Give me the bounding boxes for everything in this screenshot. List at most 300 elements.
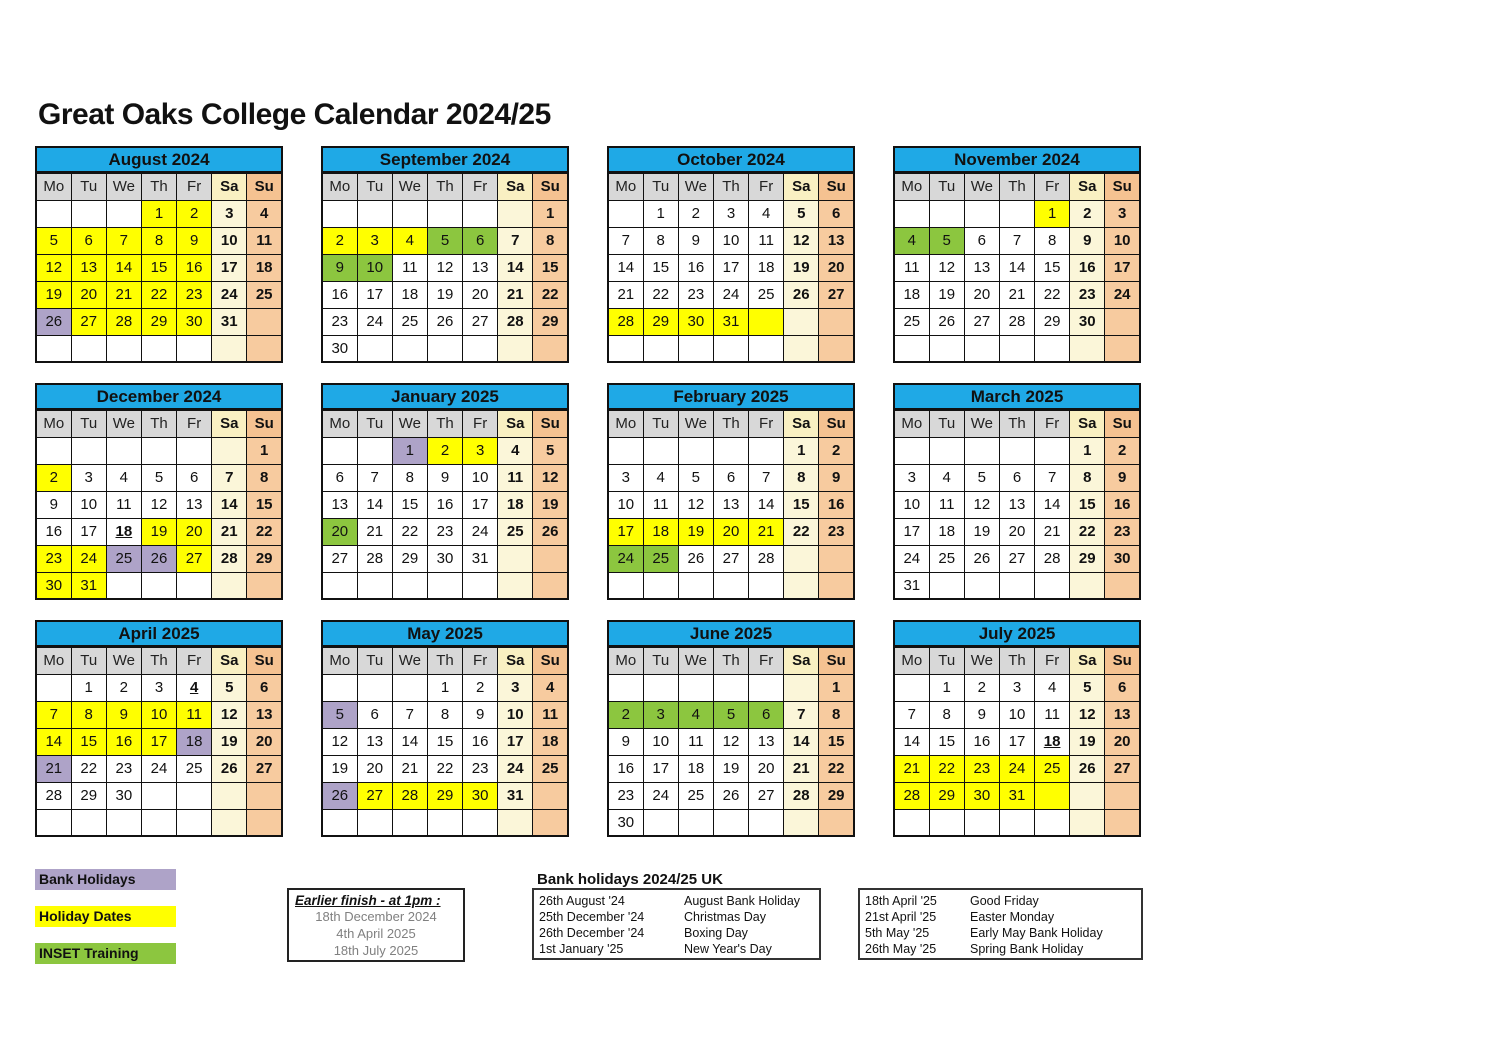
bank-holiday-row bbox=[865, 941, 1136, 957]
bank-holiday-date: 21st April '25 bbox=[865, 910, 937, 924]
day-cell: 12 bbox=[141, 491, 176, 518]
day-cell: 26 bbox=[929, 308, 964, 335]
day-cell: 30 bbox=[463, 782, 498, 809]
day-cell: 31 bbox=[894, 572, 929, 599]
month-november-2024 bbox=[893, 146, 1141, 363]
day-cell: 12 bbox=[322, 728, 357, 755]
day-cell: 15 bbox=[71, 728, 106, 755]
day-header-su: Su bbox=[533, 647, 568, 674]
empty-cell bbox=[71, 335, 106, 362]
day-cell: 23 bbox=[177, 281, 212, 308]
day-cell: 10 bbox=[1105, 227, 1140, 254]
day-cell: 10 bbox=[498, 701, 533, 728]
day-cell: 14 bbox=[749, 491, 784, 518]
day-cell: 4 bbox=[392, 227, 427, 254]
day-cell: 19 bbox=[533, 491, 568, 518]
empty-cell bbox=[247, 335, 282, 362]
empty-cell bbox=[999, 809, 1034, 836]
day-cell: 3 bbox=[999, 674, 1034, 701]
day-cell: 15 bbox=[643, 254, 678, 281]
empty-cell bbox=[1035, 572, 1070, 599]
empty-cell bbox=[929, 572, 964, 599]
day-cell: 8 bbox=[71, 701, 106, 728]
day-header-mo: Mo bbox=[36, 647, 71, 674]
day-cell: 31 bbox=[999, 782, 1034, 809]
day-cell: 8 bbox=[392, 464, 427, 491]
empty-cell bbox=[247, 809, 282, 836]
day-header-th: Th bbox=[713, 173, 748, 200]
empty-cell bbox=[533, 809, 568, 836]
day-cell: 22 bbox=[784, 518, 819, 545]
day-header-sa: Sa bbox=[784, 173, 819, 200]
day-cell: 7 bbox=[784, 701, 819, 728]
day-cell: 30 bbox=[1070, 308, 1105, 335]
empty-cell bbox=[463, 809, 498, 836]
day-cell: 26 bbox=[322, 782, 357, 809]
day-cell: 25 bbox=[498, 518, 533, 545]
day-cell: 31 bbox=[463, 545, 498, 572]
day-cell: 1 bbox=[929, 674, 964, 701]
day-header-tu: Tu bbox=[643, 647, 678, 674]
empty-cell bbox=[212, 809, 247, 836]
day-cell: 29 bbox=[643, 308, 678, 335]
empty-cell bbox=[999, 572, 1034, 599]
day-cell: 19 bbox=[36, 281, 71, 308]
day-header-th: Th bbox=[141, 173, 176, 200]
day-cell: 25 bbox=[894, 308, 929, 335]
day-cell: 13 bbox=[999, 491, 1034, 518]
day-cell: 5 bbox=[929, 227, 964, 254]
day-cell: 10 bbox=[608, 491, 643, 518]
empty-cell bbox=[1070, 782, 1105, 809]
day-header-th: Th bbox=[713, 410, 748, 437]
empty-cell bbox=[498, 545, 533, 572]
day-cell: 7 bbox=[498, 227, 533, 254]
day-cell: 11 bbox=[749, 227, 784, 254]
day-header-we: We bbox=[392, 173, 427, 200]
day-cell: 26 bbox=[141, 545, 176, 572]
day-cell: 13 bbox=[713, 491, 748, 518]
day-header-we: We bbox=[106, 410, 141, 437]
day-header-sa: Sa bbox=[784, 410, 819, 437]
empty-cell bbox=[1105, 782, 1140, 809]
day-cell: 30 bbox=[678, 308, 713, 335]
empty-cell bbox=[212, 572, 247, 599]
day-cell: 5 bbox=[533, 437, 568, 464]
empty-cell bbox=[36, 200, 71, 227]
day-cell: 16 bbox=[322, 281, 357, 308]
day-cell: 23 bbox=[106, 755, 141, 782]
day-cell: 5 bbox=[678, 464, 713, 491]
day-header-mo: Mo bbox=[608, 173, 643, 200]
day-header-fr: Fr bbox=[177, 173, 212, 200]
day-cell: 27 bbox=[463, 308, 498, 335]
day-cell: 8 bbox=[929, 701, 964, 728]
empty-cell bbox=[322, 809, 357, 836]
day-cell: 8 bbox=[784, 464, 819, 491]
day-cell: 19 bbox=[964, 518, 999, 545]
day-cell: 13 bbox=[964, 254, 999, 281]
day-cell: 2 bbox=[678, 200, 713, 227]
day-cell: 14 bbox=[392, 728, 427, 755]
month-title: August 2024 bbox=[35, 146, 283, 172]
empty-cell bbox=[427, 200, 462, 227]
day-cell: 7 bbox=[212, 464, 247, 491]
day-cell: 24 bbox=[1105, 281, 1140, 308]
day-cell: 7 bbox=[1035, 464, 1070, 491]
day-header-sa: Sa bbox=[498, 647, 533, 674]
empty-cell bbox=[819, 545, 854, 572]
day-cell: 9 bbox=[608, 728, 643, 755]
empty-cell bbox=[999, 200, 1034, 227]
empty-cell bbox=[247, 308, 282, 335]
day-cell: 26 bbox=[784, 281, 819, 308]
empty-cell bbox=[177, 809, 212, 836]
day-cell: 7 bbox=[999, 227, 1034, 254]
day-cell: 30 bbox=[36, 572, 71, 599]
empty-cell bbox=[106, 809, 141, 836]
day-cell: 2 bbox=[177, 200, 212, 227]
day-cell: 10 bbox=[999, 701, 1034, 728]
empty-cell bbox=[427, 335, 462, 362]
day-cell: 22 bbox=[533, 281, 568, 308]
day-cell: 29 bbox=[427, 782, 462, 809]
day-header-su: Su bbox=[819, 173, 854, 200]
day-cell: 18 bbox=[749, 254, 784, 281]
day-header-tu: Tu bbox=[929, 410, 964, 437]
day-cell: 16 bbox=[427, 491, 462, 518]
month-june-2025 bbox=[607, 620, 855, 837]
empty-cell bbox=[322, 674, 357, 701]
day-cell: 24 bbox=[713, 281, 748, 308]
month-may-2025 bbox=[321, 620, 569, 837]
day-cell: 16 bbox=[36, 518, 71, 545]
day-cell: 28 bbox=[357, 545, 392, 572]
day-cell: 22 bbox=[1070, 518, 1105, 545]
empty-cell bbox=[819, 308, 854, 335]
day-header-fr: Fr bbox=[463, 173, 498, 200]
empty-cell bbox=[999, 335, 1034, 362]
day-header-sa: Sa bbox=[498, 410, 533, 437]
day-cell: 19 bbox=[212, 728, 247, 755]
day-header-sa: Sa bbox=[212, 647, 247, 674]
day-cell: 24 bbox=[999, 755, 1034, 782]
empty-cell bbox=[106, 335, 141, 362]
day-cell: 21 bbox=[784, 755, 819, 782]
day-cell: 27 bbox=[177, 545, 212, 572]
day-cell: 6 bbox=[819, 200, 854, 227]
empty-cell bbox=[643, 335, 678, 362]
day-cell: 20 bbox=[463, 281, 498, 308]
day-cell: 29 bbox=[71, 782, 106, 809]
day-cell: 4 bbox=[247, 200, 282, 227]
empty-cell bbox=[141, 809, 176, 836]
day-cell: 4 bbox=[929, 464, 964, 491]
empty-cell bbox=[929, 200, 964, 227]
bank-holiday-date: 18th April '25 bbox=[865, 894, 937, 908]
day-cell: 21 bbox=[894, 755, 929, 782]
day-cell: 20 bbox=[999, 518, 1034, 545]
month-september-2024 bbox=[321, 146, 569, 363]
month-title: March 2025 bbox=[893, 383, 1141, 409]
calendar-grid bbox=[35, 146, 1141, 837]
day-header-mo: Mo bbox=[36, 410, 71, 437]
day-cell: 26 bbox=[1070, 755, 1105, 782]
day-cell: 1 bbox=[71, 674, 106, 701]
day-cell: 25 bbox=[678, 782, 713, 809]
day-cell: 30 bbox=[322, 335, 357, 362]
legend-item-inset-training: INSET Training bbox=[35, 943, 176, 964]
day-cell: 19 bbox=[1070, 728, 1105, 755]
day-cell: 20 bbox=[749, 755, 784, 782]
day-header-mo: Mo bbox=[608, 647, 643, 674]
day-cell: 1 bbox=[819, 674, 854, 701]
earlier-finish-title: Earlier finish - at 1pm : bbox=[295, 893, 441, 908]
month-title: May 2025 bbox=[321, 620, 569, 646]
day-cell: 13 bbox=[1105, 701, 1140, 728]
day-cell: 8 bbox=[819, 701, 854, 728]
day-cell: 28 bbox=[36, 782, 71, 809]
day-cell: 27 bbox=[322, 545, 357, 572]
empty-cell bbox=[177, 335, 212, 362]
bank-holiday-name: Good Friday bbox=[970, 894, 1039, 908]
empty-cell bbox=[894, 437, 929, 464]
day-cell: 31 bbox=[212, 308, 247, 335]
day-header-tu: Tu bbox=[357, 410, 392, 437]
day-header-we: We bbox=[106, 647, 141, 674]
day-cell: 6 bbox=[749, 701, 784, 728]
bank-holiday-date: 5th May '25 bbox=[865, 926, 930, 940]
day-cell: 26 bbox=[533, 518, 568, 545]
day-cell: 18 bbox=[643, 518, 678, 545]
day-cell: 14 bbox=[1035, 491, 1070, 518]
day-header-su: Su bbox=[247, 410, 282, 437]
day-header-mo: Mo bbox=[608, 410, 643, 437]
day-header-fr: Fr bbox=[749, 173, 784, 200]
earlier-finish-date: 4th April 2025 bbox=[336, 926, 416, 941]
day-cell: 9 bbox=[819, 464, 854, 491]
day-cell: 31 bbox=[498, 782, 533, 809]
day-cell: 26 bbox=[36, 308, 71, 335]
day-cell: 20 bbox=[322, 518, 357, 545]
day-cell: 3 bbox=[498, 674, 533, 701]
empty-cell bbox=[749, 308, 784, 335]
day-cell: 13 bbox=[749, 728, 784, 755]
day-cell: 21 bbox=[1035, 518, 1070, 545]
day-cell: 19 bbox=[784, 254, 819, 281]
day-cell: 13 bbox=[819, 227, 854, 254]
empty-cell bbox=[392, 200, 427, 227]
month-april-2025 bbox=[35, 620, 283, 837]
month-title: December 2024 bbox=[35, 383, 283, 409]
day-cell: 9 bbox=[678, 227, 713, 254]
legend bbox=[35, 869, 215, 980]
day-cell: 24 bbox=[71, 545, 106, 572]
day-header-fr: Fr bbox=[463, 647, 498, 674]
day-cell: 7 bbox=[36, 701, 71, 728]
day-header-we: We bbox=[392, 647, 427, 674]
empty-cell bbox=[929, 809, 964, 836]
day-cell: 12 bbox=[678, 491, 713, 518]
day-cell: 24 bbox=[357, 308, 392, 335]
empty-cell bbox=[141, 782, 176, 809]
day-header-sa: Sa bbox=[212, 173, 247, 200]
empty-cell bbox=[1070, 335, 1105, 362]
empty-cell bbox=[498, 809, 533, 836]
day-cell: 3 bbox=[1105, 200, 1140, 227]
day-header-we: We bbox=[678, 647, 713, 674]
bank-holiday-date: 26th December '24 bbox=[539, 926, 645, 940]
empty-cell bbox=[392, 572, 427, 599]
day-cell: 5 bbox=[212, 674, 247, 701]
day-cell: 16 bbox=[1105, 491, 1140, 518]
month-march-2025 bbox=[893, 383, 1141, 600]
day-cell: 12 bbox=[713, 728, 748, 755]
day-header-th: Th bbox=[141, 410, 176, 437]
day-cell: 17 bbox=[608, 518, 643, 545]
day-cell: 12 bbox=[533, 464, 568, 491]
day-cell: 4 bbox=[1035, 674, 1070, 701]
empty-cell bbox=[608, 200, 643, 227]
empty-cell bbox=[608, 572, 643, 599]
bank-holiday-date: 25th December '24 bbox=[539, 910, 645, 924]
empty-cell bbox=[894, 674, 929, 701]
day-cell: 22 bbox=[1035, 281, 1070, 308]
day-header-we: We bbox=[964, 410, 999, 437]
day-cell: 3 bbox=[71, 464, 106, 491]
empty-cell bbox=[533, 782, 568, 809]
empty-cell bbox=[678, 437, 713, 464]
empty-cell bbox=[357, 572, 392, 599]
day-header-fr: Fr bbox=[463, 410, 498, 437]
day-cell: 1 bbox=[643, 200, 678, 227]
empty-cell bbox=[784, 335, 819, 362]
day-header-tu: Tu bbox=[643, 410, 678, 437]
day-cell: 23 bbox=[322, 308, 357, 335]
empty-cell bbox=[713, 809, 748, 836]
day-cell: 30 bbox=[608, 809, 643, 836]
day-header-fr: Fr bbox=[1035, 647, 1070, 674]
day-cell: 15 bbox=[141, 254, 176, 281]
empty-cell bbox=[427, 809, 462, 836]
day-cell: 12 bbox=[36, 254, 71, 281]
day-cell: 10 bbox=[894, 491, 929, 518]
day-header-su: Su bbox=[1105, 173, 1140, 200]
month-title: November 2024 bbox=[893, 146, 1141, 172]
day-cell: 1 bbox=[1035, 200, 1070, 227]
empty-cell bbox=[36, 809, 71, 836]
day-cell: 11 bbox=[643, 491, 678, 518]
day-header-su: Su bbox=[819, 647, 854, 674]
empty-cell bbox=[929, 335, 964, 362]
bank-holiday-date: 1st January '25 bbox=[539, 942, 624, 956]
day-cell: 5 bbox=[141, 464, 176, 491]
empty-cell bbox=[463, 572, 498, 599]
day-cell: 17 bbox=[498, 728, 533, 755]
day-cell: 5 bbox=[964, 464, 999, 491]
day-header-sa: Sa bbox=[1070, 173, 1105, 200]
day-cell: 5 bbox=[713, 701, 748, 728]
empty-cell bbox=[392, 335, 427, 362]
day-cell: 9 bbox=[964, 701, 999, 728]
day-header-su: Su bbox=[1105, 647, 1140, 674]
empty-cell bbox=[1105, 809, 1140, 836]
day-cell: 5 bbox=[784, 200, 819, 227]
day-cell: 18 bbox=[498, 491, 533, 518]
month-january-2025 bbox=[321, 383, 569, 600]
day-cell: 5 bbox=[322, 701, 357, 728]
day-cell: 30 bbox=[106, 782, 141, 809]
day-cell: 20 bbox=[247, 728, 282, 755]
legend-item-holiday-dates: Holiday Dates bbox=[35, 906, 176, 927]
empty-cell bbox=[894, 335, 929, 362]
empty-cell bbox=[964, 437, 999, 464]
day-header-su: Su bbox=[247, 173, 282, 200]
day-cell: 3 bbox=[713, 200, 748, 227]
day-cell: 25 bbox=[106, 545, 141, 572]
empty-cell bbox=[71, 437, 106, 464]
day-cell: 17 bbox=[713, 254, 748, 281]
day-cell: 12 bbox=[212, 701, 247, 728]
day-header-tu: Tu bbox=[71, 410, 106, 437]
day-cell: 1 bbox=[392, 437, 427, 464]
day-cell: 27 bbox=[1105, 755, 1140, 782]
day-cell: 28 bbox=[749, 545, 784, 572]
empty-cell bbox=[1105, 335, 1140, 362]
day-header-we: We bbox=[106, 173, 141, 200]
day-cell: 9 bbox=[1105, 464, 1140, 491]
day-header-tu: Tu bbox=[71, 173, 106, 200]
day-cell: 24 bbox=[608, 545, 643, 572]
day-cell: 17 bbox=[463, 491, 498, 518]
day-cell: 17 bbox=[357, 281, 392, 308]
day-cell: 27 bbox=[357, 782, 392, 809]
day-header-su: Su bbox=[247, 647, 282, 674]
day-cell: 9 bbox=[1070, 227, 1105, 254]
day-cell: 1 bbox=[1070, 437, 1105, 464]
day-cell: 29 bbox=[819, 782, 854, 809]
empty-cell bbox=[141, 335, 176, 362]
empty-cell bbox=[357, 200, 392, 227]
day-cell: 1 bbox=[247, 437, 282, 464]
day-cell: 6 bbox=[322, 464, 357, 491]
empty-cell bbox=[463, 335, 498, 362]
earlier-finish-date: 18th December 2024 bbox=[315, 909, 437, 924]
day-cell: 7 bbox=[749, 464, 784, 491]
day-cell: 2 bbox=[36, 464, 71, 491]
day-cell: 22 bbox=[427, 755, 462, 782]
empty-cell bbox=[819, 335, 854, 362]
empty-cell bbox=[1070, 572, 1105, 599]
empty-cell bbox=[894, 809, 929, 836]
day-cell: 25 bbox=[643, 545, 678, 572]
bank-holiday-name: August Bank Holiday bbox=[684, 894, 801, 908]
day-cell: 9 bbox=[177, 227, 212, 254]
day-header-tu: Tu bbox=[357, 647, 392, 674]
day-cell: 20 bbox=[71, 281, 106, 308]
day-header-fr: Fr bbox=[1035, 173, 1070, 200]
day-cell: 28 bbox=[784, 782, 819, 809]
day-header-su: Su bbox=[533, 410, 568, 437]
day-cell: 6 bbox=[713, 464, 748, 491]
day-cell: 20 bbox=[713, 518, 748, 545]
day-cell: 14 bbox=[498, 254, 533, 281]
empty-cell bbox=[36, 674, 71, 701]
empty-cell bbox=[177, 437, 212, 464]
bank-holiday-row bbox=[865, 925, 1136, 941]
day-cell: 27 bbox=[999, 545, 1034, 572]
day-cell: 26 bbox=[713, 782, 748, 809]
